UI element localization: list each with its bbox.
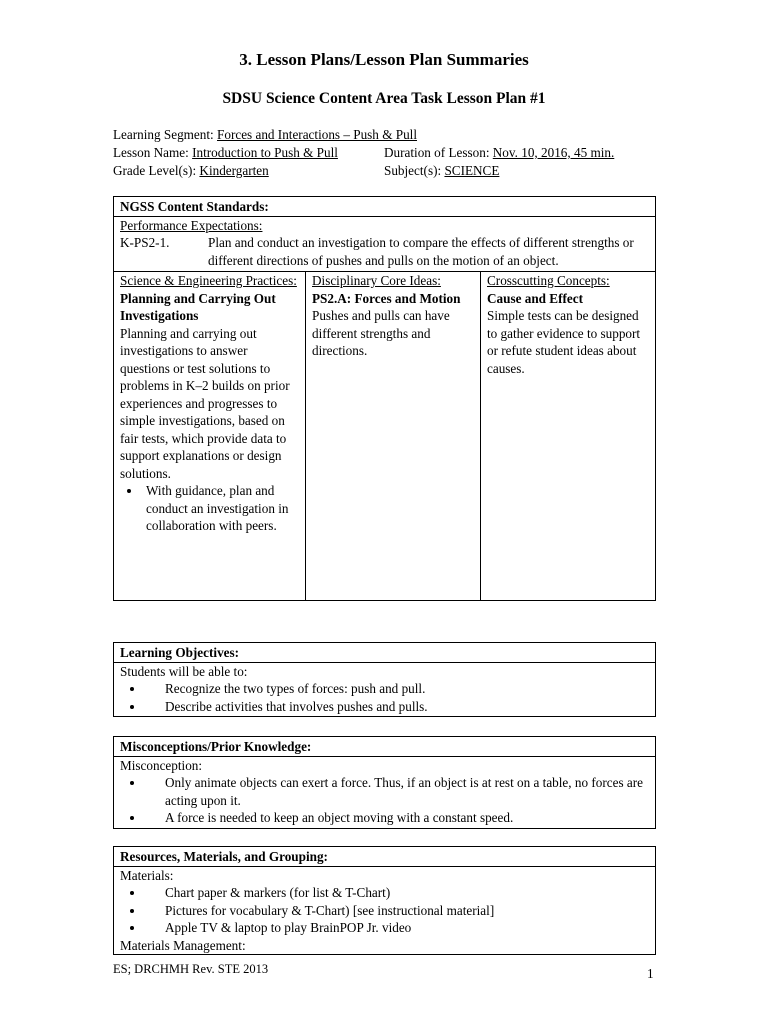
lesson-name-line <box>113 144 615 162</box>
ngss-top-cell <box>114 197 656 272</box>
footer-revision: ES; DRCHMH Rev. STE 2013 <box>113 962 269 976</box>
pe-code: K-PS2-1. <box>120 235 170 250</box>
dci-cell <box>306 272 481 601</box>
cc-text: Simple tests can be designed to gather evidence to support or refute student ideas about causes. <box>487 308 641 376</box>
list-item: • Apple TV & laptop to play BrainPOP Jr. video <box>145 919 649 937</box>
pe-row <box>120 234 649 269</box>
duration-label: Duration of Lesson: <box>384 145 493 160</box>
sep-label: Science & Engineering Practices: <box>120 273 297 288</box>
resources-intro: Materials: <box>120 867 174 883</box>
materials-management: Materials Management: <box>120 937 246 953</box>
resources-table <box>113 846 656 955</box>
cc-cell <box>481 272 656 601</box>
resources-list <box>120 884 649 937</box>
page-number: 1 <box>647 966 654 981</box>
dci-text: Pushes and pulls can have different strengths and directions. <box>312 308 450 358</box>
pe-label: Performance Expectations: <box>120 217 263 233</box>
objectives-list <box>120 680 649 715</box>
grade-level-line <box>113 162 500 180</box>
grade-value: Kindergarten <box>199 163 269 178</box>
list-item: • Recognize the two types of forces: push and pull. <box>145 680 649 698</box>
dci-title: PS2.A: Forces and Motion <box>312 290 461 306</box>
segment-label: Learning Segment: <box>113 127 218 142</box>
misconceptions-header: Misconceptions/Prior Knowledge: <box>114 737 655 757</box>
subject-value: SCIENCE <box>444 163 500 178</box>
list-item: • Describe activities that involves pushes and pulls. <box>145 698 649 716</box>
objectives-header: Learning Objectives: <box>114 643 655 663</box>
subject-label: Subject(s): <box>384 163 445 178</box>
dci-label: Disciplinary Core Ideas: <box>312 273 441 288</box>
lesson-plan-title: SDSU Science Content Area Task Lesson Plan #1 <box>222 90 546 107</box>
learning-objectives-table <box>113 642 656 717</box>
misconceptions-intro: Misconception: <box>120 757 203 773</box>
resources-header: Resources, Materials, and Grouping: <box>114 847 655 867</box>
grade-label: Grade Level(s): <box>113 163 200 178</box>
segment-value: Forces and Interactions – Push & Pull <box>217 127 418 142</box>
objectives-intro: Students will be able to: <box>120 663 248 679</box>
sep-bullet-list <box>120 482 299 535</box>
ngss-standards-table <box>113 196 656 601</box>
misconceptions-table <box>113 736 656 829</box>
subject <box>384 162 499 180</box>
page-title: 3. Lesson Plans/Lesson Plan Summaries <box>239 50 529 69</box>
duration <box>384 144 614 162</box>
list-item: • With guidance, plan and conduct an investigation in collaboration with peers. <box>142 482 299 535</box>
lesson-label: Lesson Name: <box>113 145 193 160</box>
sep-text: Planning and carrying out investigations to answer questions or test solutions to problems in K–2 builds on prior experiences and progresses to simple investigations, based on fair tests, which provide data to support explanations or design solutions. <box>120 325 290 481</box>
cc-title: Cause and Effect <box>487 290 583 306</box>
duration-value: Nov. 10, 2016, 45 min. <box>492 145 615 160</box>
list-item: • Pictures for vocabulary & T-Chart) [see instructional material] <box>145 902 649 920</box>
list-item: • A force is needed to keep an object moving with a constant speed. <box>145 809 649 827</box>
cc-label: Crosscutting Concepts: <box>487 273 610 288</box>
pe-text: Plan and conduct an investigation to compare the effects of different strengths or different directions of pushes and pulls on the motion of an object. <box>208 235 634 268</box>
misconceptions-list <box>120 774 649 827</box>
list-item: • Only animate objects can exert a force. Thus, if an object is at rest on a table, no forces are acting upon it. <box>145 774 649 809</box>
sep-title: Planning and Carrying Out Investigations <box>120 290 276 323</box>
lesson-value: Introduction to Push & Pull <box>192 145 338 160</box>
sep-cell <box>114 272 306 601</box>
list-item: • Chart paper & markers (for list & T-Chart) <box>145 884 649 902</box>
ngss-header: NGSS Content Standards: <box>114 197 655 217</box>
learning-segment-line <box>113 126 417 144</box>
